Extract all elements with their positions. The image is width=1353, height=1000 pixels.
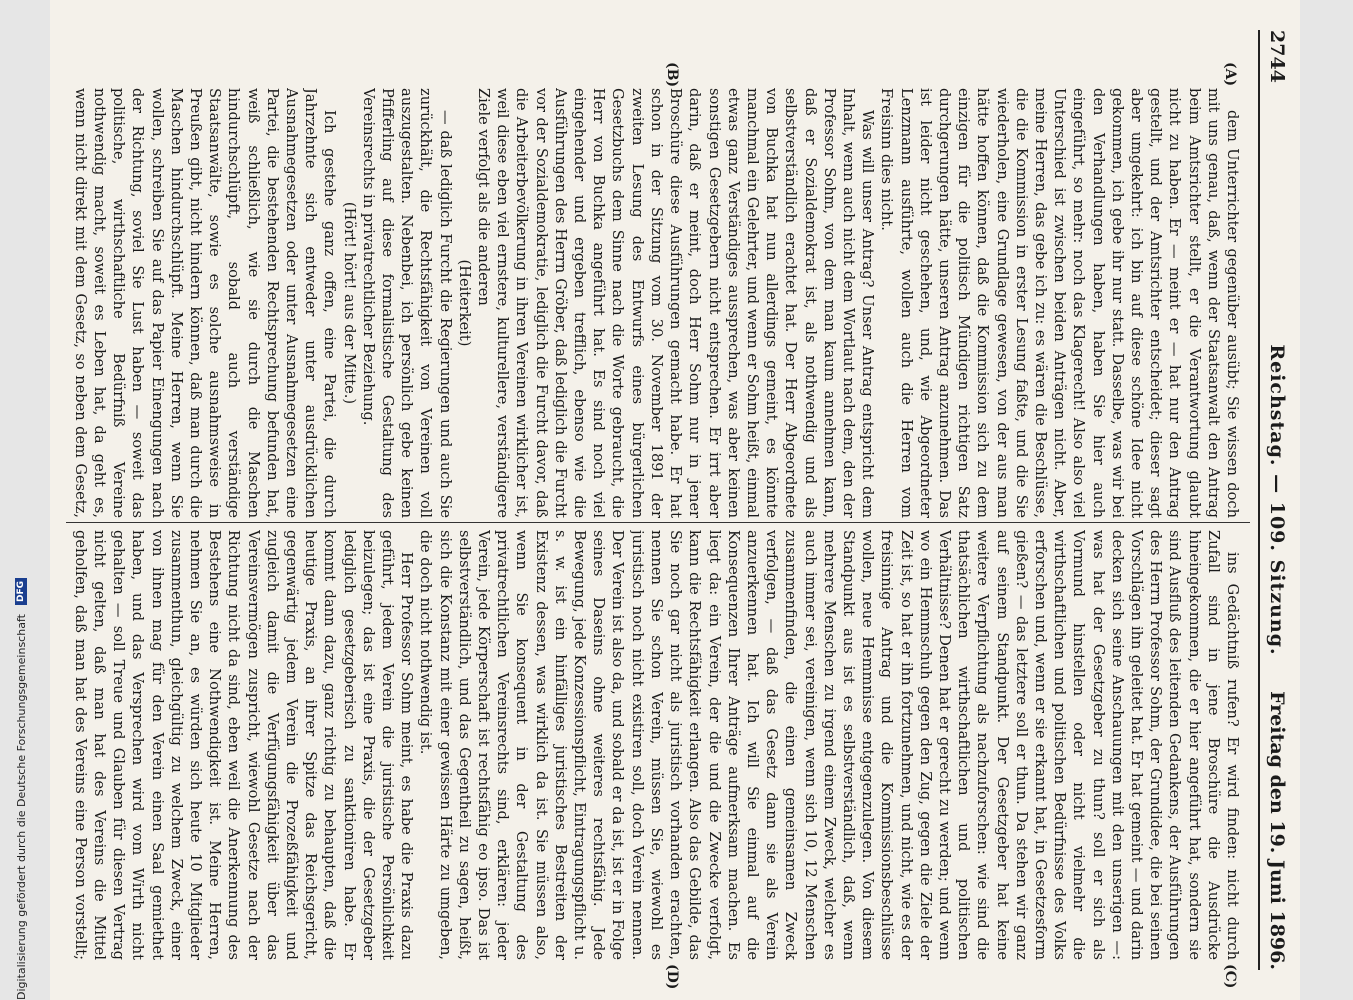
digitization-credit (10, 578, 29, 1000)
page-date: Freitag den 19. Juni 1896. (1266, 691, 1288, 970)
margin-marker-c: (C) (1222, 964, 1238, 989)
page-title: Reichstag. — 109. Sitzung. (1266, 344, 1288, 656)
interjection: (Heiterkeit) (455, 259, 473, 347)
paragraph: Herr Professor Sohm meint, es habe die Praxis dazu geführt, jedem Verein die juristische Persönlichkeit beizulegen; das ist eine Praxis, die der Gesetzgeber lediglich gesetzgeberisch zu sanktioniren habe. Er kommt dann dazu, ganz richtig zu behaupten, daß die heutige Praxis, an ihrer Spitze das Reichsgericht, gegenwärtig jedem Verein die Prozeßfähigkeit und zugleich damit die Verfügungsfähigkeit über das Vereinsvermögen zuspricht, wiewohl Gesetze nach der Richtung nicht da sind, eben weil die Anerkennung des Bestehens eine Nothwendigkeit ist. Meine Herren, nehmen Sie an, es würden sich heute 10 Mitglieder zusammenthun, gleichgültig zu welchem Zweck, einer von ihnen mag für den Verein einen Saal gemiethet haben, und das Versprechen wird vom Wirth nicht gehalten — soll Treue und Glauben für diesen Vertrag nicht gelten, daß man hat des Vereins die Mittel geholfen, daß man hat des Vereins eine Person vorstellt; (71, 530, 416, 960)
scanned-page (50, 0, 1300, 1000)
credit-text: Digitalisierung gefördert durch die Deutsche Forschungsgemeinschaft (15, 614, 28, 1000)
column-divider (66, 522, 1250, 523)
page-number: 2744 (1266, 30, 1288, 83)
interjection: (Hört! hört! aus der Mitte.) (340, 201, 358, 405)
dfg-logo[interactable]: DFG (15, 578, 27, 605)
paragraph: dem Unterrichter gegenüber ausübt; Sie wissen doch mit uns genau, daß, wenn der Staatsanwalt den Antrag beim Amtsrichter stellt, er die Verantwortung glaubt nicht zu haben. Er — meint er — hat nur den Antrag gestellt, und der Amtsrichter entscheidet; dieser sagt aber umgekehrt: ich bin auf diese schöne Idee nicht gekommen, ich gebe ihr nur statt. Dasselbe, was wir bei den Verhandlungen haben, haben Sie hier auch eingeführt, so mehr: noch das Klagerecht! Also also viel Unterschied ist zwischen beiden Anträgen nicht. Aber, meine Herren, das gebe ich zu: es wären die Beschlüsse, die die Kommission in erster Lesung faßte, und die Sie wiederholen, eine Grundlage gewesen, von der aus man hätte hoffen können, daß die Kommission sich zu dem einzigen für die politisch Mündigen richtigen Satz durchgerungen hätte, unseren Antrag anzunehmen. Das ist leider nicht geschehen, und, wie Abgeordneter Lenzmann ausführte, wollen auch die Herren vom Freisinn dies nicht. (878, 88, 1241, 518)
margin-marker-a: (A) (1222, 62, 1238, 87)
paragraph: Was will unser Antrag? Unser Antrag entspricht dem Inhalt, wenn auch nicht dem Wortlaut nach dem, den der Professor Sohm, von dem man kaum annehmen kann, daß er Sozialdemokrat ist, als nothwendig und als selbstverständlich erachtet hat. Der Herr Abgeordnete von Buchka hat nun allerdings gemeint, es könnte manchmal ein Gelehrter, und wenn er Sohm heißt, einmal etwas ganz Verständiges aussprechen, was aber keinen sonstigen Gesetzgebern nicht entsprechen. Er irrt aber darin, daß er meint, doch Herr Sohm nur in jener Broschüre diese Ausführungen gemacht habe. Er hat schon in der Sitzung vom 30. November 1891 der zweiten Lesung des Entwurfs eines bürgerlichen Gesetzbuchs dem Sinne nach die Worte gebraucht, die Herr von Buchka angeführt hat. Es sind noch viel eingehender und ergeben trefflich, ebenso wie die Ausführungen des Herrn Gröber, daß lediglich die Furcht vor der Sozialdemokratie, lediglich die Furcht davor, daß die Arbeiterbevölkerung in ihren Vereinen wirklicher ist, weil diese eben viel ernstere, kulturellere, verständigere Ziele verfolgt als die anderen (475, 88, 877, 518)
left-column (70, 88, 1242, 518)
paragraph: Ich gestehe ganz offen, eine Partei, die durch Jahrzehnte sich entweder unter ausdrücklichen Ausnahmegesetzen oder unter Ausnahmegesetzen eine Partei, die bestehenden Rechtsprechung befunden hat, weiß schließlich, wie sie durch die Maschen hindurchschlüpft, sobald auch verständige Staatsanwälte, sowie es solche ausnahmsweise in Preußen gibt, nicht hindern können, daß man durch die Maschen hindurchschlüpft. Meine Herren, wenn Sie wollen, schreiben Sie auf das Papier Einengungen nach der Richtung, soviel Sie Lust haben — soweit das politische, wirthschaftliche Bedürfniß Vereine nothwendig macht, soweit es Leben hat, da geht es, wenn nicht direkt mit dem Gesetz, so neben dem Gesetz, (71, 88, 339, 518)
page-header (1258, 30, 1294, 970)
right-column (70, 530, 1242, 960)
margin-marker-b: (B) (664, 62, 680, 88)
margin-marker-d: (D) (664, 964, 680, 990)
paragraph: ins Gedächtniß rufen? Er wird finden: nicht durch Zufall sind in jene Broschüre die Ausdrücke hineingekommen, die er hier angeführt hat, sondern sie sind Ausfluß des leitenden Gedankens, der Ausführungen des Herrn Professor Sohm, der Grundidee, die bei seinen Vorschlägen ihn geleitet hat. Er hat gemeint — und darin decken sich seine Anschauungen mit den unserigen —: was hat der Gesetzgeber zu thun? soll er sich als Vormund hinstellen oder nicht vielmehr die wirthschaftlichen und politischen Bedürfnisse des Volks erforschen und, wenn er sie erkannt hat, in Gesetzesform gießen? — das letztere soll er thun. Da stehen wir ganz auf seinem Standpunkt. Der Gesetzgeber hat keine weitere Verpflichtung als nachzuforschen: wie sind die thatsächlichen wirthschaftlichen und politischen Verhältnisse? Denen hat er gerecht zu werden; und wenn wo ein Hemmschuh gegen den Zug, gegen die Ziele der Zeit ist, so hat er ihn fortzunehmen, und nicht, wie es der freisinnige Antrag und die Kommissionsbeschlüsse wollen, neue Hemmnisse entgegenzulegen. Von diesem Standpunkt aus ist es selbstverständlich, daß, wenn mehrere Menschen zu irgend einem Zweck, welcher es auch immer sei, vereinigen, wenn sich 10, 12 Menschen zusammenfinden, die einen gemeinsamen Zweck verfolgen, — daß das Gesetz dann sie als Verein anzuerkennen hat. Ich will Sie einmal auf die Konsequenzen Ihrer Anträge aufmerksam machen. Es liegt da: ein Verein, der die und die Zwecke verfolgt, kann die Rechtsfähigkeit erlangen. Also das Gebilde, das Sie noch gar nicht als juristisch vorhanden erachten, nennen Sie schon Verein, müssen Sie, wiewohl es juristisch noch nicht existiren soll, doch Verein nennen. Der Verein ist also da, und sobald er da ist, ist er in Folge seines Daseins ohne weiteres rechtsfähig. Jede Bewegung, jede Konzessionspflicht, Eintragungspflicht u. s. w. ist ein hinfälliges juristisches Bestreiten der Existenz dessen, was wirklich da ist. Sie müssen also, wenn Sie konsequent in der Gestaltung des privatrechtlichen Vereinsrechts sind, erklären: jeder Verein, jede Körperschaft ist rechtsfähig eo ipso. Das ist selbstverständlich, und das Gegentheil zu sagen, heißt, sich die Konstanz mit einer gewissen Härte zu umgeben, die doch nicht nothwendig ist. (417, 530, 1241, 960)
paragraph: — daß lediglich Furcht die Regierungen und auch Sie zurückhält, die Rechtsfähigkeit von Vereinen voll auszugestalten. Nebenbei, ich persönlich gebe keinen Pfifferling auf diese formalistische Gestaltung des Vereinsrechts in privatrechtlicher Beziehung. (359, 88, 454, 518)
